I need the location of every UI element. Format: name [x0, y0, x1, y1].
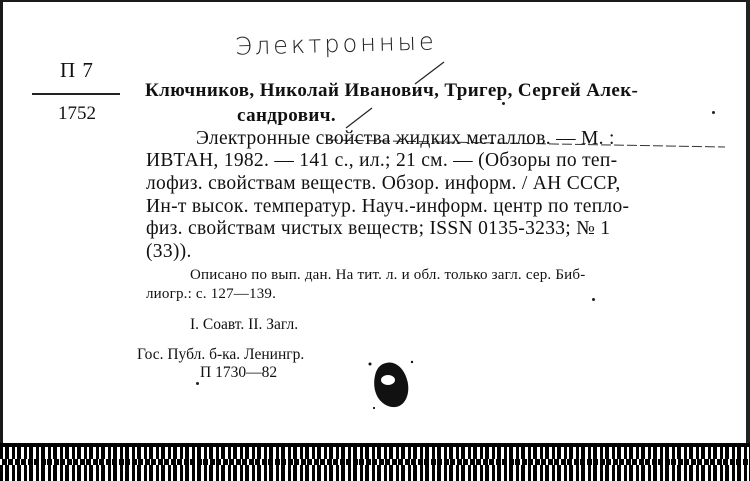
description-line: лофиз. свойствам веществ. Обзор. информ. / АН СССР,	[146, 173, 621, 194]
bibliographic-note: лиогр.: с. 127—139.	[146, 286, 277, 302]
description-line: физ. свойствам чистых веществ; ISSN 0135-3233; № 1	[146, 218, 611, 239]
description-line: Ин-т высок. температур. Науч.-информ. центр по тепло-	[146, 196, 630, 217]
author-heading-continued: сандрович.	[237, 105, 336, 126]
inventory-number: 1752	[58, 103, 96, 124]
author-heading: Ключников, Николай Иванович, Тригер, Сергей Алек-	[145, 80, 639, 101]
speck	[196, 382, 199, 385]
library-code: П 1730—82	[200, 364, 278, 381]
description-line: (33)).	[146, 241, 192, 262]
shelf-mark: П 7	[60, 58, 94, 82]
speck	[592, 298, 595, 301]
scan-noise-band	[0, 443, 750, 481]
speck	[712, 111, 715, 114]
library-name: Гос. Публ. б-ка. Ленингр.	[137, 346, 305, 363]
speck	[502, 102, 505, 105]
description-line: Электронные свойства жидких металлов. — М. :	[196, 128, 615, 149]
handwritten-note: Электронные	[234, 27, 438, 61]
description-line: ИВТАН, 1982. — 141 с., ил.; 21 см. — (Обзоры по теп-	[146, 150, 618, 171]
bibliographic-note: Описано по вып. дан. На тит. л. и обл. только загл. сер. Биб-	[190, 267, 586, 283]
ink-blot-mark	[366, 354, 416, 414]
tracing-entries: I. Соавт. II. Загл.	[190, 316, 299, 333]
